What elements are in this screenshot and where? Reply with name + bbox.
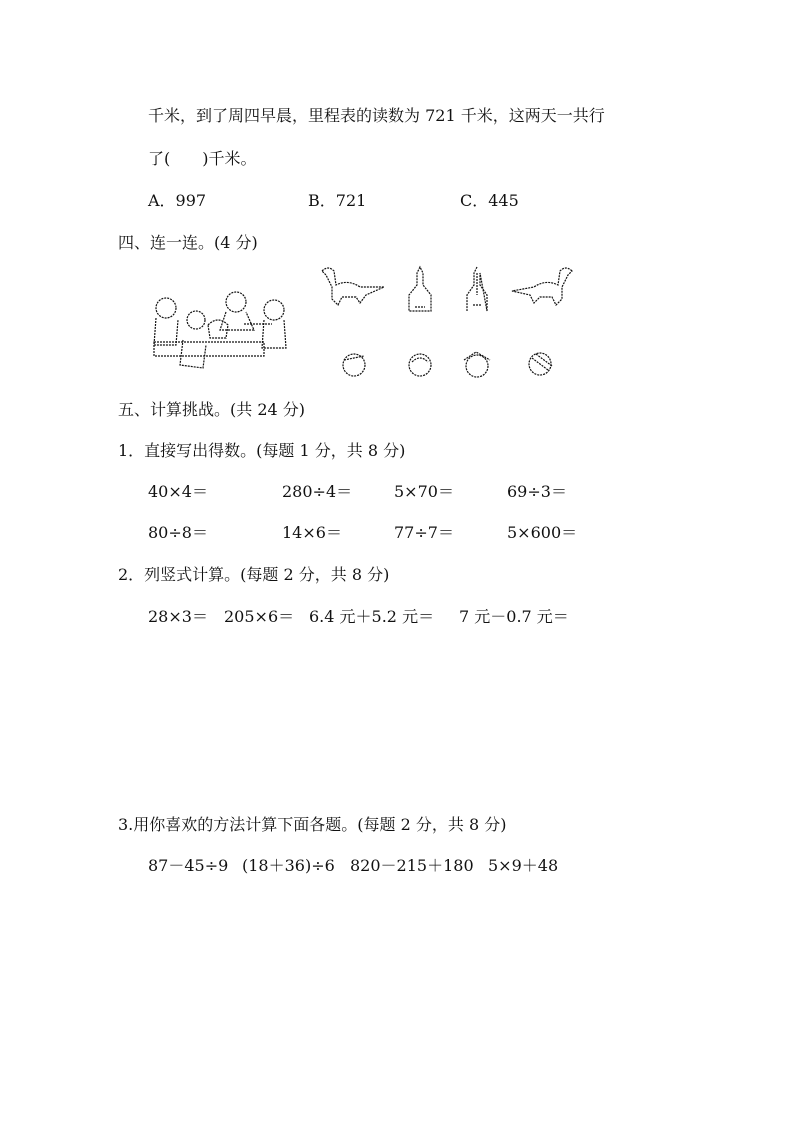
vertical-calc-item: 6.4 元＋5.2 元＝: [309, 607, 435, 626]
calc-item: 40×4＝: [148, 482, 208, 501]
vertical-calc-item: 205×6＝: [224, 607, 295, 626]
section-5-title: 五、计算挑战。(共 24 分): [118, 400, 306, 419]
calc-item: 5×70＝: [394, 482, 454, 501]
vertical-calc-item: 7 元－0.7 元＝: [459, 607, 569, 626]
option-c: C．445: [460, 191, 519, 210]
calc-item: 14×6＝: [282, 523, 342, 542]
section-4-title: 四、连一连。(4 分): [118, 233, 258, 252]
calc-item: 280÷4＝: [282, 482, 353, 501]
child-face-3-image: [460, 350, 494, 380]
part-1-title: 1．直接写出得数。(每题 1 分，共 8 分): [118, 441, 406, 460]
part-3-title: 3.用你喜欢的方法计算下面各题。(每题 2 分，共 8 分): [118, 815, 507, 834]
child-face-2-image: [406, 350, 434, 380]
calc-item: 77÷7＝: [394, 523, 454, 542]
dinosaur-front-image: [405, 265, 435, 315]
dinosaur-side-left-image: [318, 265, 386, 311]
expression-item: 820－215＋180: [350, 856, 474, 875]
calc-item: 5×600＝: [507, 523, 578, 542]
dinosaur-side-right-image: [510, 265, 576, 311]
child-face-4-image: [526, 350, 556, 380]
expression-item: (18＋36)÷6: [242, 856, 335, 875]
calc-item: 80÷8＝: [148, 523, 208, 542]
child-face-1-image: [340, 350, 368, 380]
option-b: B．721: [308, 191, 367, 210]
calc-item: 69÷3＝: [507, 482, 567, 501]
dinosaur-back-image: [463, 265, 491, 315]
question-text-line-2: 了( )千米。: [148, 149, 257, 168]
vertical-calc-item: 28×3＝: [148, 607, 208, 626]
option-a: A．997: [148, 191, 207, 210]
children-scene-image: [148, 290, 293, 370]
part-2-title: 2．列竖式计算。(每题 2 分，共 8 分): [118, 565, 390, 584]
expression-item: 87－45÷9: [148, 856, 229, 875]
question-text-line-1: 千米，到了周四早晨，里程表的读数为 721 千米，这两天一共行: [148, 106, 605, 125]
expression-item: 5×9＋48: [488, 856, 559, 875]
